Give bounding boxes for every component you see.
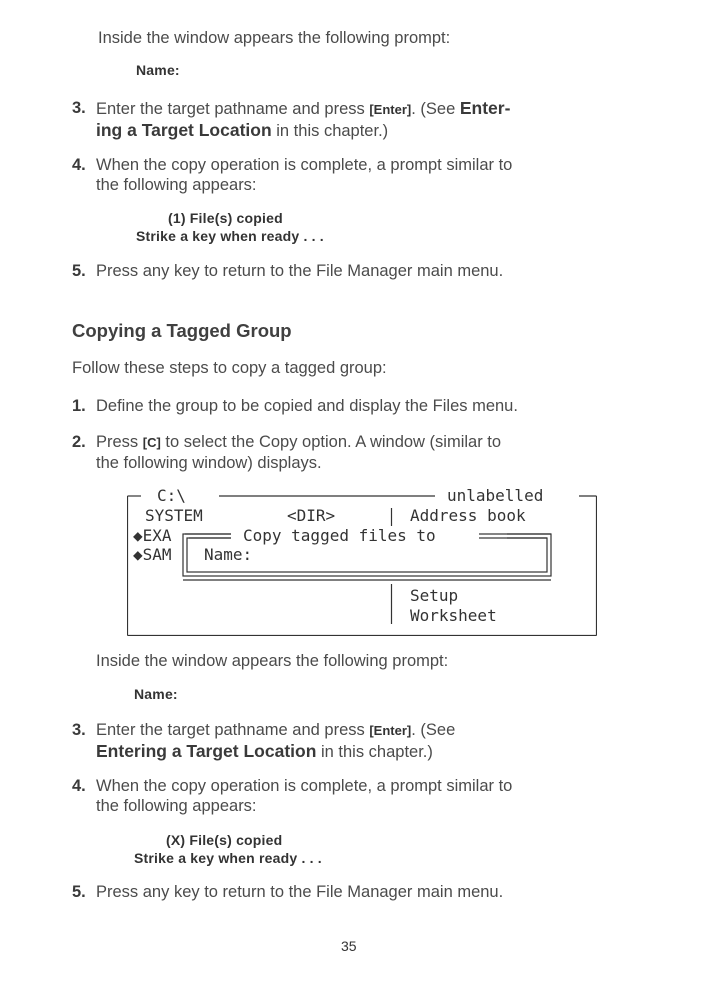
tagged-file-sam: ◆SAM [133,545,172,564]
page-number: 35 [341,938,357,954]
step-5-bottom: 5. Press any key to return to the File Manager main menu. [72,883,504,901]
copied-message-bottom: (X) File(s) copied [166,832,283,848]
dir-entry-name: SYSTEM [145,506,203,525]
strike-key-message-top: Strike a key when ready . . . [136,228,324,244]
volume-label: unlabelled [447,486,544,505]
right-pane-entry: Address book [410,506,526,525]
strike-key-message-bottom: Strike a key when ready . . . [134,850,322,866]
dialog-title: Copy tagged files to [239,526,440,545]
copied-message-top: (1) File(s) copied [168,210,283,226]
menu-item-worksheet: Worksheet [410,606,497,625]
step-4-bottom: 4. When the copy operation is complete, a prompt similar to the following appears: [72,777,513,815]
step-3-bottom: 3. Enter the target pathname and press [Enter]. (See Entering a Target Location in this chapter.) [72,721,456,761]
dir-entry-type: <DIR> [287,506,336,525]
step-2-section: 2. Press [C] to select the Copy option. A window (similar to the following window) displays. [72,433,502,472]
name-prompt-top: Name: [136,62,180,78]
intro-text-bottom: Inside the window appears the following prompt: [96,652,449,670]
menu-item-setup: Setup [410,586,459,605]
dialog-name-field: Name: [204,545,253,564]
name-prompt-bottom: Name: [134,686,178,702]
section-intro: Follow these steps to copy a tagged group: [72,359,387,377]
tagged-file-exa: ◆EXA [133,526,172,545]
file-manager-screen [127,486,597,636]
intro-text-top: Inside the window appears the following prompt: [98,29,451,47]
step-4-top: 4. When the copy operation is complete, a prompt similar to the following appears: [72,156,513,194]
step-5-top: 5. Press any key to return to the File Manager main menu. [72,262,504,280]
section-heading: Copying a Tagged Group [72,320,292,341]
step-1-section: 1. Define the group to be copied and display the Files menu. [72,397,518,415]
drive-label: C:\ [157,486,186,505]
step-3-top: 3. Enter the target pathname and press [Enter]. (See Enter- ing a Target Location in this chapter.) [72,98,511,140]
